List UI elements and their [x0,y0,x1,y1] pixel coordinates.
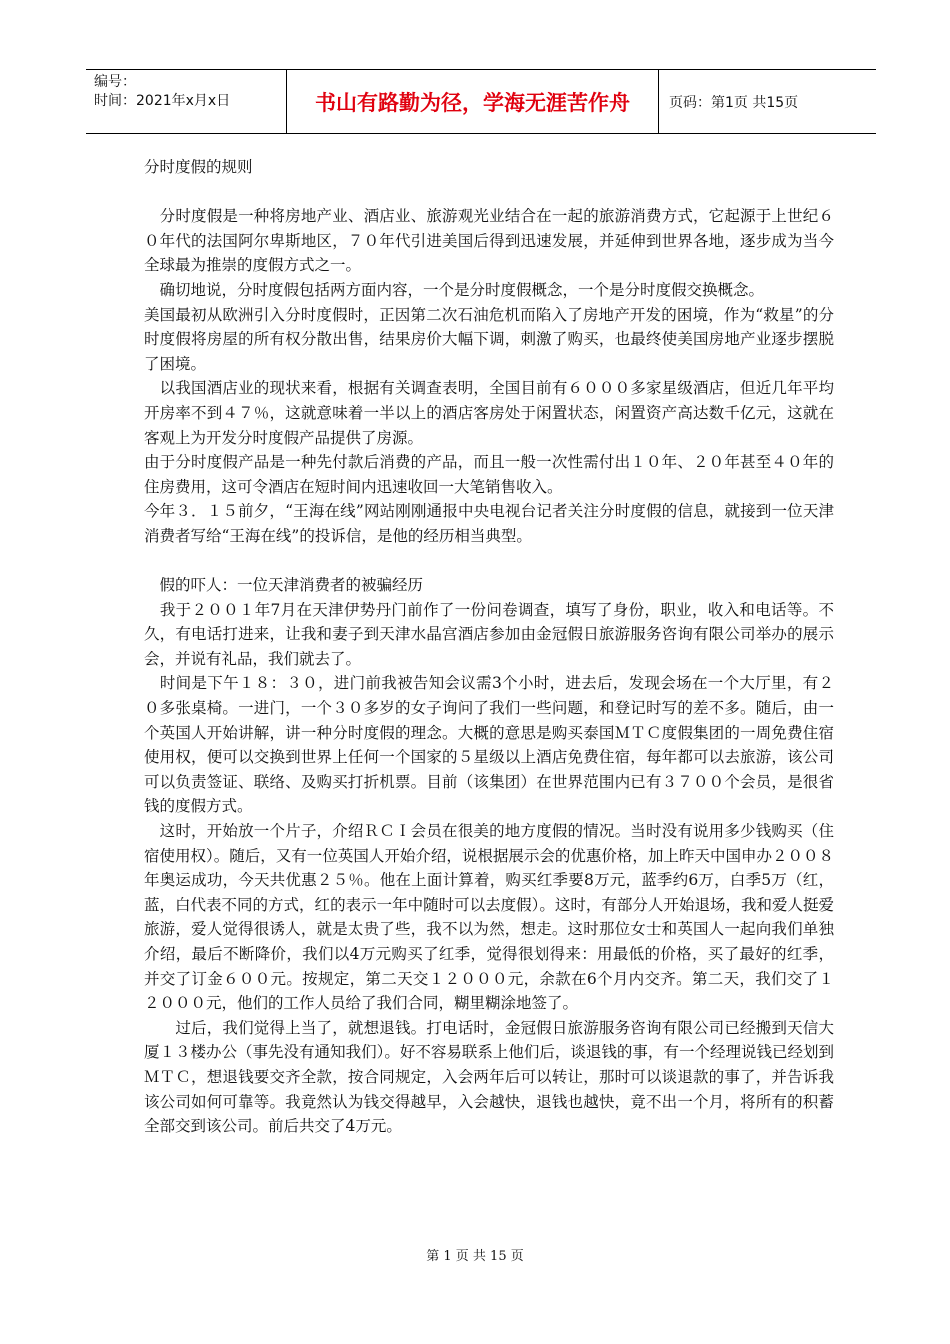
document-title: 分时度假的规则 [144,158,253,176]
document-time: 时间：2021年x月x日 [94,93,231,109]
page-footer: 第 1 页 共 15 页 [426,1249,524,1264]
header-page-info: 页码：第1页 共15页 [669,94,799,111]
document-body [144,155,834,1139]
page-header [86,69,876,134]
document-number-label: 编号： [94,74,136,90]
paragraph: 由于分时度假产品是一种先付款后消费的产品，而且一般一次性需付出１０年、２０年甚至４０年的住房费用，这可令酒店在短时间内迅速收回一大笔销售收入。 [144,453,834,496]
header-motto: 书山有路勤为径，学海无涯苦作舟 [287,70,659,133]
paragraph: 以我国酒店业的现状来看，根据有关调查表明，全国目前有６０００多家星级酒店，但近几年平均开房率不到４７％，这就意味着一半以上的酒店客房处于闲置状态，闲置资产高达数千亿元，这就在客观上为开发分时度假产品提供了房源。 [144,379,834,447]
header-meta [86,70,287,133]
blank-line [144,549,834,574]
paragraph: 我于２００１年7月在天津伊势丹门前作了一份问卷调查，填写了身份，职业，收入和电话等。不久，有电话打进来，让我和妻子到天津水晶宫酒店参加由金冠假日旅游服务咨询有限公司举办的展示会，并说有礼品，我们就去了。 [144,600,834,668]
paragraph: 美国最初从欧洲引入分时度假时，正因第二次石油危机而陷入了房地产开发的困境，作为“救星”的分时度假将房屋的所有权分散出售，结果房价大幅下调，刺激了购买，也最终使美国房地产业逐步摆脱了困境。 [144,305,834,373]
paragraph: 过后，我们觉得上当了，就想退钱。打电话时，金冠假日旅游服务咨询有限公司已经搬到天信大厦１３楼办公（事先没有通知我们）。好不容易联系上他们后，谈退钱的事，有一个经理说钱已经划到ＭＴＣ，想退钱要交齐全款，按合同规定，入会两年后可以转让，那时可以谈退款的事了，并告诉我该公司如何可靠等。我竟然认为钱交得越早，入会越快，退钱也越快，竟不出一个月，将所有的积蓄全部交到该公司。前后共交了4万元。 [144,1018,834,1136]
paragraph: 确切地说，分时度假包括两方面内容，一个是分时度假概念，一个是分时度假交换概念。 [144,280,765,299]
paragraph: 这时，开始放一个片子，介绍ＲＣＩ会员在很美的地方度假的情况。当时没有说用多少钱购买（住宿使用权）。随后，又有一位英国人开始介绍，说根据展示会的优惠价格，加上昨天中国申办２００８年奥运成功，今天共优惠２５％。他在上面计算着，购买红季要8万元，蓝季约6万，白季5万（红，蓝，白代表不同的方式，红的表示一年中随时可以去度假）。这时，有部分人开始退场，我和爱人挺爱旅游，爱人觉得很诱人，就是太贵了些，我不以为然，想走。这时那位女士和英国人一起向我们单独介绍，最后不断降价，我们以4万元购买了红季，觉得很划得来：用最低的价格，买了最好的红季，并交了订金６００元。按规定，第二天交１２０００元，余款在6个月内交齐。第二天，我们交了１２０００元，他们的工作人员给了我们合同，糊里糊涂地签了。 [144,822,834,1013]
paragraph: 时间是下午１８：３０，进门前我被告知会议需3个小时，进去后，发现会场在一个大厅里，有２０多张桌椅。一进门，一个３０多岁的女子询问了我们一些问题，和登记时写的差不多。随后，由一个英国人开始讲解，讲一种分时度假的理念。大概的意思是购买泰国ＭＴＣ度假集团的一周免费住宿使用权，便可以交换到世界上任何一个国家的５星级以上酒店免费住宿，每年都可以去旅游，该公司可以负责签证、联络、及购买打折机票。目前（该集团）在世界范围内已有３７００个会员，是很省钱的度假方式。 [144,674,834,816]
paragraph: 分时度假是一种将房地产业、酒店业、旅游观光业结合在一起的旅游消费方式，它起源于上世纪６０年代的法国阿尔卑斯地区，７０年代引进美国后得到迅速发展，并延伸到世界各地，逐步成为当今全球最为推崇的度假方式之一。 [144,207,834,275]
paragraph: 今年３．１５前夕，“王海在线”网站刚刚通报中央电视台记者关注分时度假的信息，就接到一位天津消费者写给“王海在线”的投诉信，是他的经历相当典型。 [144,502,834,545]
section-subtitle: 假的吓人：一位天津消费者的被骗经历 [144,576,424,595]
blank-line [144,180,834,205]
